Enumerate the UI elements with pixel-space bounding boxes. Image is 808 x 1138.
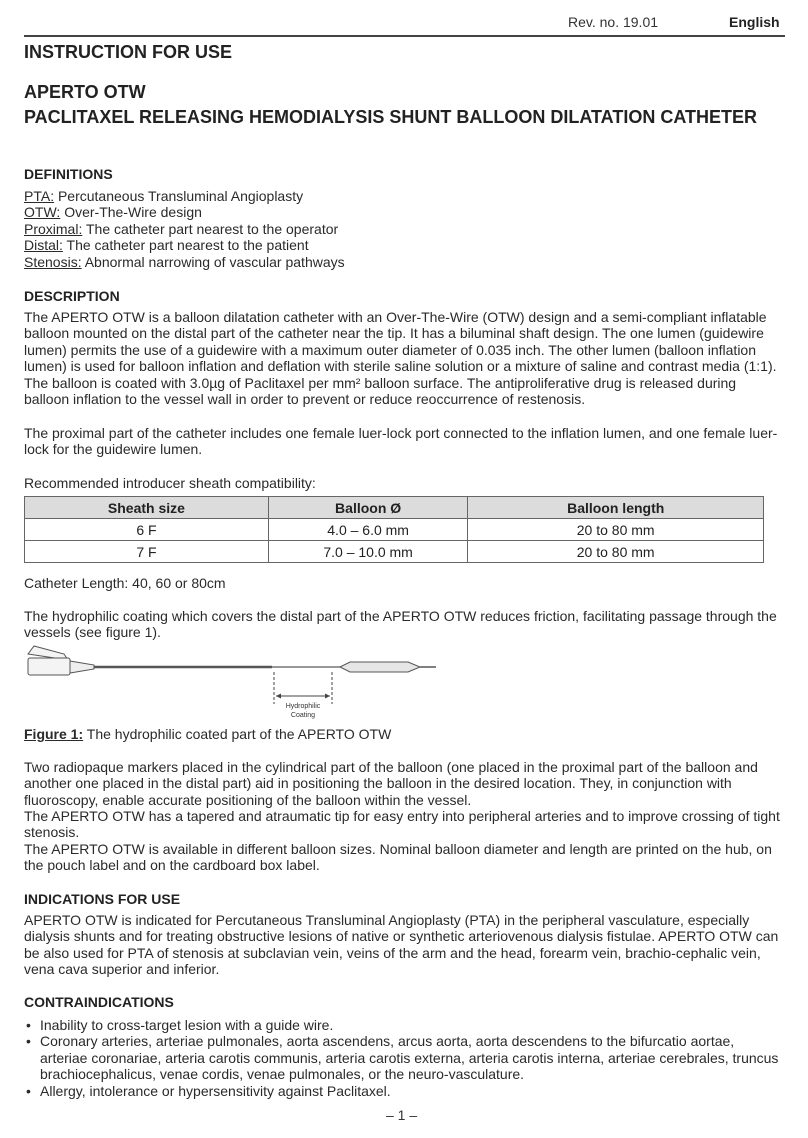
definition-term: Distal: [24,237,63,254]
table-cell: 7.0 – 10.0 mm [268,541,468,563]
table-header-row [25,497,764,519]
description-paragraph-2: The proximal part of the catheter includes one female luer-lock port connected to the inflation lumen, and one female luer-lock for the guidewire lumen. [24,425,778,458]
table-cell: 20 to 80 mm [468,541,764,563]
balloon-icon [340,662,420,672]
catheter-figure [24,642,444,722]
description-paragraph-4: The APERTO OTW has a tapered and atraumatic tip for easy entry into peripheral arteries and to improve crossing of tight stenosis. [24,808,780,841]
indications-heading: INDICATIONS FOR USE [24,891,181,907]
column-header: Balloon Ø [268,497,468,519]
bullet-icon: • [26,1033,31,1050]
coating-label: Coating [290,712,316,719]
definition-text: The catheter part nearest to the patient [66,237,309,254]
hydrophilic-label: Hydrophilic [285,703,321,710]
column-header: Balloon length [468,497,764,519]
list-item [24,1083,784,1099]
document-title: INSTRUCTION FOR USE [24,42,233,62]
list-item [24,1033,784,1082]
language-label: English [729,14,780,30]
sheath-compatibility-table [24,496,764,563]
hub-icon [28,658,70,675]
description-heading: DESCRIPTION [24,288,120,304]
sheath-compatibility-intro: Recommended introducer sheath compatibility: [24,475,316,491]
list-item-text: Allergy, intolerance or hypersensitivity against Paclitaxel. [40,1082,391,1099]
definition-term: Stenosis: [24,253,82,270]
bullet-icon: • [26,1017,31,1033]
list-item [24,1017,784,1033]
figure-caption [24,726,784,742]
table-cell: 20 to 80 mm [468,519,764,541]
figure-caption-text: The hydrophilic coated part of the APERTO OTW [86,726,392,742]
definition-stenosis [24,254,784,270]
definition-proximal [24,221,784,237]
arrow-left-icon [276,694,281,699]
figure-caption-label: Figure 1: [24,726,84,742]
list-item-text: Coronary arteries, arteriae pulmonales, aorta ascendens, arcus aorta, aorta descendens to the bifurcatio aortae, arteriae coronariae, arteria carotis communis, arteria carotis externa, arteria carotis interna, arteriae cerebrales, truncus brachiocephalicus, venae cordis, venae pulmonales, or the neuro-vasculature. [40,1033,779,1083]
indications-text: APERTO OTW is indicated for Percutaneous Transluminal Angioplasty (PTA) in the peripheral vasculature, especially dialysis shunts and for treating obstructive lesions of native or synthetic arteriovenous dialysis fistulae. APERTO OTW can be also used for PTA of stenosis at subclavian vein, veins of the arm and the head, forearm vein, brachio-cephalic vein, vena cava superior and inferior. [24,912,779,978]
definition-pta [24,188,784,204]
description-paragraph-1: The APERTO OTW is a balloon dilatation catheter with an Over-The-Wire (OTW) design and a semi-compliant inflatable balloon mounted on the distal part of the catheter near the tip. It has a biluminal shaft design. The one lumen (guidewire lumen) permits the use of a guidewire with a maximum outer diameter of 0.035 inch. The other lumen (balloon inflation lumen) is used for balloon inflation and deflation with sterile saline solution or a mixture of saline and contrast media (1:1). The balloon is coated with 3.0µg of Paclitaxel per mm² balloon surface. The antiproliferative drug is released during balloon inflation to the vessel wall in order to prevent or reduce reoccurrence of restenosis. [24,309,777,408]
column-header: Sheath size [25,497,269,519]
catheter-length: Catheter Length: 40, 60 or 80cm [24,575,226,591]
header-divider [24,35,785,37]
definition-text: Abnormal narrowing of vascular pathways [84,253,345,270]
strain-relief-icon [70,661,94,673]
definition-term: OTW: [24,204,61,221]
table-cell: 6 F [25,519,269,541]
definition-term: PTA: [24,188,55,204]
definition-text: The catheter part nearest to the operator [86,220,339,237]
list-item-text: Inability to cross-target lesion with a guide wire. [40,1017,334,1033]
product-name: APERTO OTW [24,82,146,102]
page-number: – 1 – [386,1107,418,1123]
definition-text: Over-The-Wire design [64,204,202,221]
bullet-icon: • [26,1082,31,1099]
definition-distal [24,237,784,253]
definition-text: Percutaneous Transluminal Angioplasty [57,188,304,204]
arrow-right-icon [325,694,330,699]
definitions-heading: DEFINITIONS [24,166,113,182]
description-paragraph-5: The APERTO OTW is available in different balloon sizes. Nominal balloon diameter and length are printed on the hub, on the pouch label and on the cardboard box label. [24,841,772,874]
table-row [25,541,764,563]
description-paragraph-3: Two radiopaque markers placed in the cylindrical part of the balloon (one placed in the proximal part of the balloon and another one placed in the distal part) aid in positioning the balloon in the desired location. They, in conjunction with fluoroscopy, enable accurate positioning of the balloon within the vessel. [24,759,758,808]
definition-otw [24,204,784,220]
definitions-list [24,188,784,270]
table-cell: 7 F [25,541,269,563]
product-description: PACLITAXEL RELEASING HEMODIALYSIS SHUNT BALLOON DILATATION CATHETER [24,107,758,127]
table-row [25,519,764,541]
contraindications-heading: CONTRAINDICATIONS [24,994,174,1010]
table-cell: 4.0 – 6.0 mm [268,519,468,541]
contraindications-list [24,1017,784,1099]
definition-term: Proximal: [24,220,83,237]
hydrophilic-coating-text: The hydrophilic coating which covers the distal part of the APERTO OTW reduces friction, facilitating passage through the vessels (see figure 1). [24,608,777,641]
revision-number: Rev. no. 19.01 [568,14,659,30]
